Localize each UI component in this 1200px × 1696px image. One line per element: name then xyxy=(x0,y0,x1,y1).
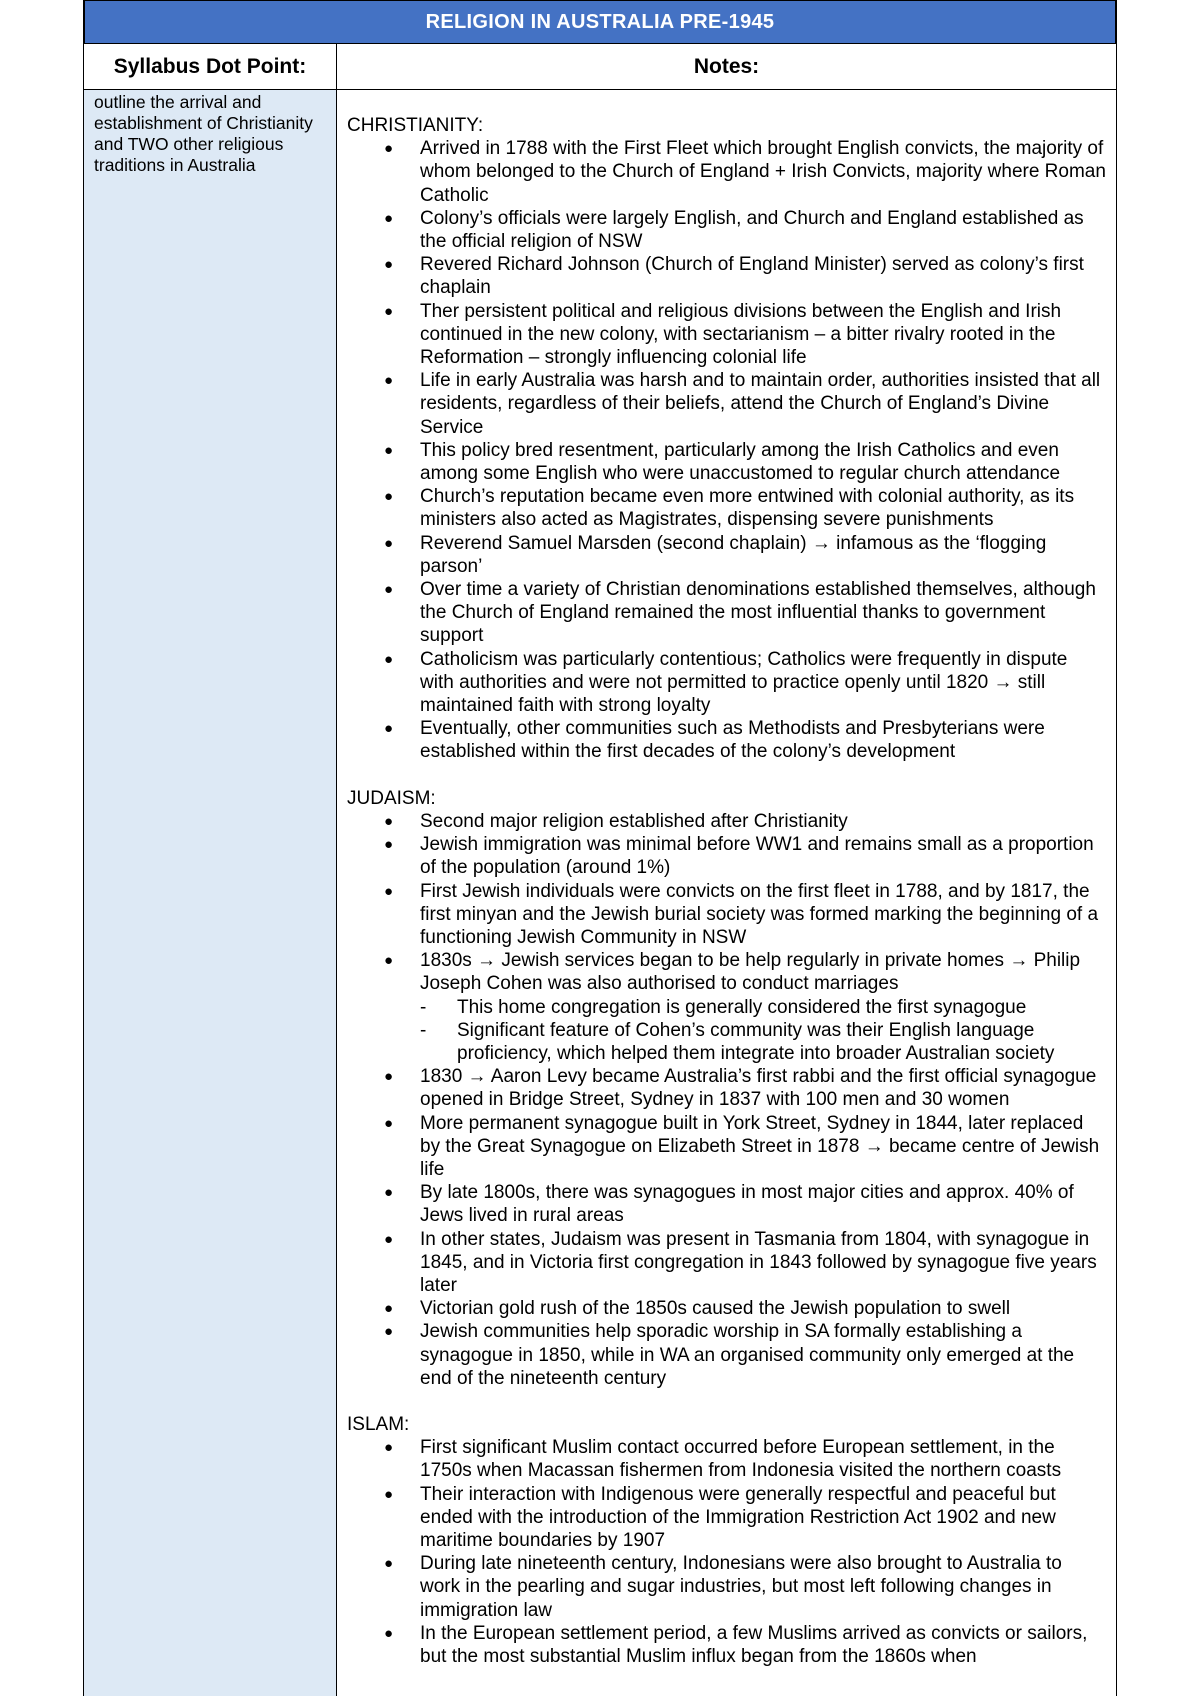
bullet-icon: ● xyxy=(384,1230,394,1248)
christianity-list xyxy=(347,137,1106,763)
list-item: ● Eventually, other communities such as Methodists and Presbyterians were established within the first decades of the colony’s development xyxy=(384,718,1045,763)
bullet-icon: ● xyxy=(384,1184,394,1202)
list-item: ● During late nineteenth century, Indonesians were also brought to Australia to work in the pearling and sugar industries, but most left following changes in immigration law xyxy=(384,1553,1062,1621)
dash-icon: - xyxy=(420,1019,427,1041)
bullet-icon: ● xyxy=(384,952,394,970)
bullet-icon: ● xyxy=(384,441,394,459)
table-header-row xyxy=(84,44,1116,90)
list-item: ● Their interaction with Indigenous were generally respectful and peaceful but ended with the introduction of the Immigration Restriction Act 1902 and new maritime boundaries by 1907 xyxy=(384,1483,1056,1551)
list-item: ● In other states, Judaism was present in Tasmania from 1804, with synagogue in 1845, and in Victoria first congregation in 1843 followed by synagogue five years later xyxy=(384,1228,1097,1296)
bullet-icon: ● xyxy=(384,720,394,738)
list-item: ● Life in early Australia was harsh and to maintain order, authorities insisted that all residents, regardless of their beliefs, attend the Church of England’s Divine Service xyxy=(384,370,1101,438)
judaism-heading: JUDAISM: xyxy=(347,787,436,809)
list-item: ● 1830 → Aaron Levy became Australia’s first rabbi and the first official synagogue opened in Bridge Street, Sydney in 1837 with 100 men and 30 women xyxy=(384,1066,1097,1111)
notes-header: Notes: xyxy=(693,54,760,78)
notes-table xyxy=(83,0,1117,1696)
bullet-icon: ● xyxy=(384,302,394,320)
list-item: ● Catholicism was particularly contentious; Catholics were frequently in dispute with authorities and were not permitted to practice openly until 1820 → still maintained faith with strong loyalty xyxy=(384,648,1068,717)
bullet-icon: ● xyxy=(384,836,394,854)
bullet-icon: ● xyxy=(384,256,394,274)
list-item: ● By late 1800s, there was synagogues in most major cities and approx. 40% of Jews lived in rural areas xyxy=(384,1182,1074,1227)
bullet-icon: ● xyxy=(384,1555,394,1573)
list-item: ● More permanent synagogue built in York Street, Sydney in 1844, later replaced by the Great Synagogue on Elizabeth Street in 1878 → became centre of Jewish life xyxy=(384,1112,1100,1180)
list-item: ● Ther persistent political and religious divisions between the English and Irish continued in the new colony, with sectarianism – a bitter rivalry rooted in the Reformation – strongly influencing colonial life xyxy=(384,300,1062,369)
syllabus-dot-point: outline the arrival and establishment of Christianity and TWO other religious traditions in Australia xyxy=(94,92,313,175)
list-item: ● First significant Muslim contact occurred before European settlement, in the 1750s when Macassan fishermen from Indonesia visited the northern coasts xyxy=(384,1437,1062,1482)
judaism-sublist xyxy=(420,996,1106,1066)
bullet-icon: ● xyxy=(384,1323,394,1341)
list-item: ● Reverend Samuel Marsden (second chaplain) → infamous as the ‘flogging parson’ xyxy=(384,532,1047,577)
list-item: ● Revered Richard Johnson (Church of England Minister) served as colony’s first chaplain xyxy=(384,254,1084,299)
bullet-icon: ● xyxy=(384,650,394,668)
bullet-icon: ● xyxy=(384,882,394,900)
islam-list xyxy=(347,1436,1106,1668)
islam-heading: ISLAM: xyxy=(347,1413,410,1435)
notes-column xyxy=(337,90,1116,1696)
bullet-icon: ● xyxy=(384,140,394,158)
bullet-icon: ● xyxy=(384,581,394,599)
islam-section xyxy=(347,1413,1106,1668)
list-item: ● 1830s → Jewish services began to be help regularly in private homes → Philip Joseph Cohen was also authorised to conduct marriages - This home congregation is generally considered the first synagogue - Significant feature of Cohen’s community was their English language proficiency, which helped them integrate into broader Australian society xyxy=(347,949,1106,1065)
bullet-icon: ● xyxy=(384,209,394,227)
syllabus-header: Syllabus Dot Point: xyxy=(84,44,337,89)
list-item: ● In the European settlement period, a few Muslims arrived as convicts or sailors, but the most substantial Muslim influx began from the 1860s when xyxy=(384,1622,1088,1667)
bullet-icon: ● xyxy=(384,1485,394,1503)
bullet-icon: ● xyxy=(384,1114,394,1132)
list-item: ● Church’s reputation became even more entwined with colonial authority, as its ministers also acted as Magistrates, dispensing severe punishments xyxy=(384,486,1075,531)
sub-list-item: - This home congregation is generally considered the first synagogue xyxy=(420,996,1027,1018)
judaism-list xyxy=(347,810,1106,1390)
bullet-icon: ● xyxy=(384,812,394,830)
list-item: ● Victorian gold rush of the 1850s caused the Jewish population to swell xyxy=(384,1298,1011,1320)
bullet-icon: ● xyxy=(384,488,394,506)
dash-icon: - xyxy=(420,996,427,1018)
list-item: ● Arrived in 1788 with the First Fleet which brought English convicts, the majority of whom belonged to the Church of England + Irish Convicts, majority where Roman Catholic xyxy=(384,138,1106,206)
bullet-icon: ● xyxy=(384,1300,394,1318)
list-item: ● This policy bred resentment, particularly among the Irish Catholics and even among some English who were unaccustomed to regular church attendance xyxy=(384,439,1061,485)
syllabus-column xyxy=(84,90,337,1696)
list-item: ● First Jewish individuals were convicts on the first fleet in 1788, and by 1817, the first minyan and the Jewish burial society was formed marking the beginning of a functioning Jewish Community in NSW xyxy=(384,880,1099,948)
bullet-icon: ● xyxy=(384,534,394,552)
bullet-icon: ● xyxy=(384,372,394,390)
document-title: RELIGION IN AUSTRALIA PRE-1945 xyxy=(84,0,1116,44)
list-item: ● Second major religion established after Christianity xyxy=(384,810,848,832)
bullet-icon: ● xyxy=(384,1624,394,1642)
christianity-section xyxy=(347,114,1106,764)
bullet-icon: ● xyxy=(384,1439,394,1457)
list-item: ● Colony’s officials were largely English, and Church and England established as the official religion of NSW xyxy=(384,207,1084,253)
judaism-section xyxy=(347,787,1106,1390)
sub-list-item: - Significant feature of Cohen’s community was their English language proficiency, which helped them integrate into broader Australian society xyxy=(420,1019,1055,1064)
christianity-heading: CHRISTIANITY: xyxy=(347,115,484,136)
list-item: ● Over time a variety of Christian denominations established themselves, although the Church of England remained the most influential thanks to government support xyxy=(384,579,1096,647)
bullet-icon: ● xyxy=(384,1068,394,1086)
list-item: ● Jewish communities help sporadic worship in SA formally establishing a synagogue in 1850, while in WA an organised community only emerged at the end of the nineteenth century xyxy=(384,1321,1075,1389)
list-item: ● Jewish immigration was minimal before WW1 and remains small as a proportion of the population (around 1%) xyxy=(384,834,1094,879)
